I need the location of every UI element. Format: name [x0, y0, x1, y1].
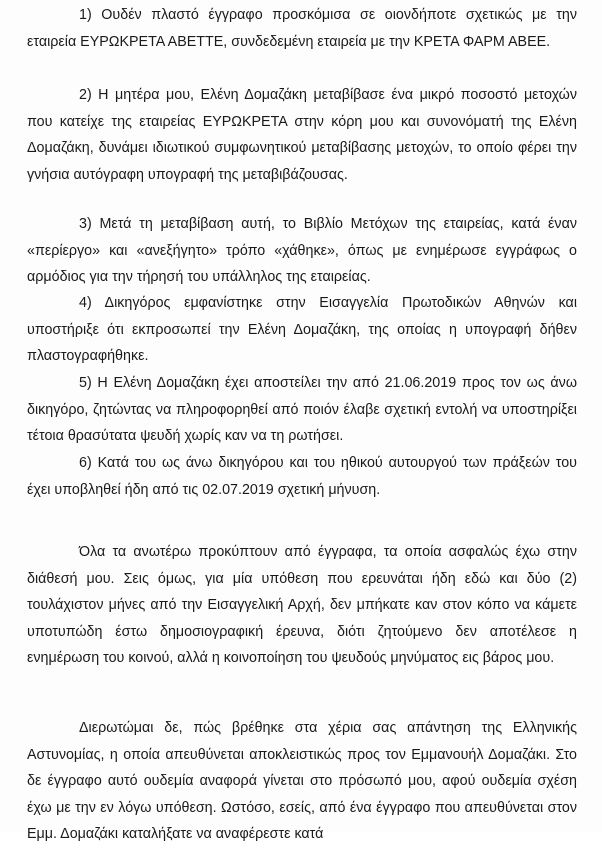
numbered-paragraph-6: 6) Κατά του ως άνω δικηγόρου και του ηθικού αυτουργού των πράξεών του έχει υποβληθεί ήδη από τις 02.07.2019 σχετική μήνυση.	[27, 455, 577, 498]
numbered-paragraph-3: 3) Μετά τη μεταβίβαση αυτή, το Βιβλίο Μετόχων της εταιρείας, κατά έναν «περίεργο» και «ανεξήγητο» τρόπο «χάθηκε», όπως με ενημέρωσε εγγράφως ο αρμόδιος για την τήρησή του υπάλληλος της εταιρείας.	[27, 216, 577, 285]
numbered-paragraph-4: 4) Δικηγόρος εμφανίστηκε στην Εισαγγελία Πρωτοδικών Αθηνών και υποστήριξε ότι εκπροσωπεί την Ελένη Δομαζάκη, της οποίας η υπογραφή δήθεν πλαστογραφήθηκε.	[27, 295, 577, 364]
numbered-paragraph-2: 2) Η μητέρα μου, Ελένη Δομαζάκη μεταβίβασε ένα μικρό ποσοστό μετοχών που κατείχε της εταιρείας ΕΥΡΩΚΡΕΤΑ στην κόρη μου και συνονόματή της Ελένη Δομαζάκη, δυνάμει ιδιωτικού συμφωνητικού μεταβίβασης μετοχών, το οποίο φέρει την γνήσια αυτόγραφη υπογραφή της μεταβιβάζουσας.	[27, 87, 577, 183]
numbered-paragraph-1: 1) Ουδέν πλαστό έγγραφο προσκόμισα σε οιονδήποτε σχετικώς με την εταιρεία ΕΥΡΩΚΡΕΤΑ ΑΒΕΤΤΕ, συνδεδεμένη εταιρεία με την ΚΡΕΤΑ ΦΑΡΜ ΑΒΕΕ.	[27, 7, 577, 50]
body-paragraph-evidence: Όλα τα ανωτέρω προκύπτουν από έγγραφα, τα οποία ασφαλώς έχω στην διάθεσή μου. Σεις όμως, για μία υπόθεση που ερευνάται ήδη εδώ και δύο (2) τουλάχιστον μήνες από την Εισαγγελική Αρχή, δεν μπήκατε καν στον κόπο να κάμετε υποτυπώδη έστω δημοσιογραφική έρευνα, διότι ζητούμενο δεν αποτέλεσε η ενημέρωση του κοινού, αλλά η κοινοποίηση του ψευδούς μηνύματος εις βάρος μου.	[27, 544, 577, 666]
numbered-paragraph-5: 5) Η Ελένη Δομαζάκη έχει αποστείλει την από 21.06.2019 προς τον ως άνω δικηγόρο, ζητώντας να πληροφορηθεί από ποιόν έλαβε σχετική εντολή να υποστηρίξει τέτοια θρασύτατα ψευδή χωρίς καν να τη ρωτήσει.	[27, 375, 577, 444]
body-paragraph-police-reply: Διερωτώμαι δε, πώς βρέθηκε στα χέρια σας απάντηση της Ελληνικής Αστυνομίας, η οποία απευθύνεται αποκλειστικώς προς τον Εμμανουήλ Δομαζάκι. Στο δε έγγραφο αυτό ουδεμία αναφορά γίνεται στο πρόσωπό μου, αφού ουδεμία σχέση έχω με την εν λόγω υπόθεση. Ωστόσο, εσείς, από ένα έγγραφο που απευθύνεται στον Εμμ. Δομαζάκι καταλήξατε να αναφέρεστε κατά	[27, 720, 577, 842]
